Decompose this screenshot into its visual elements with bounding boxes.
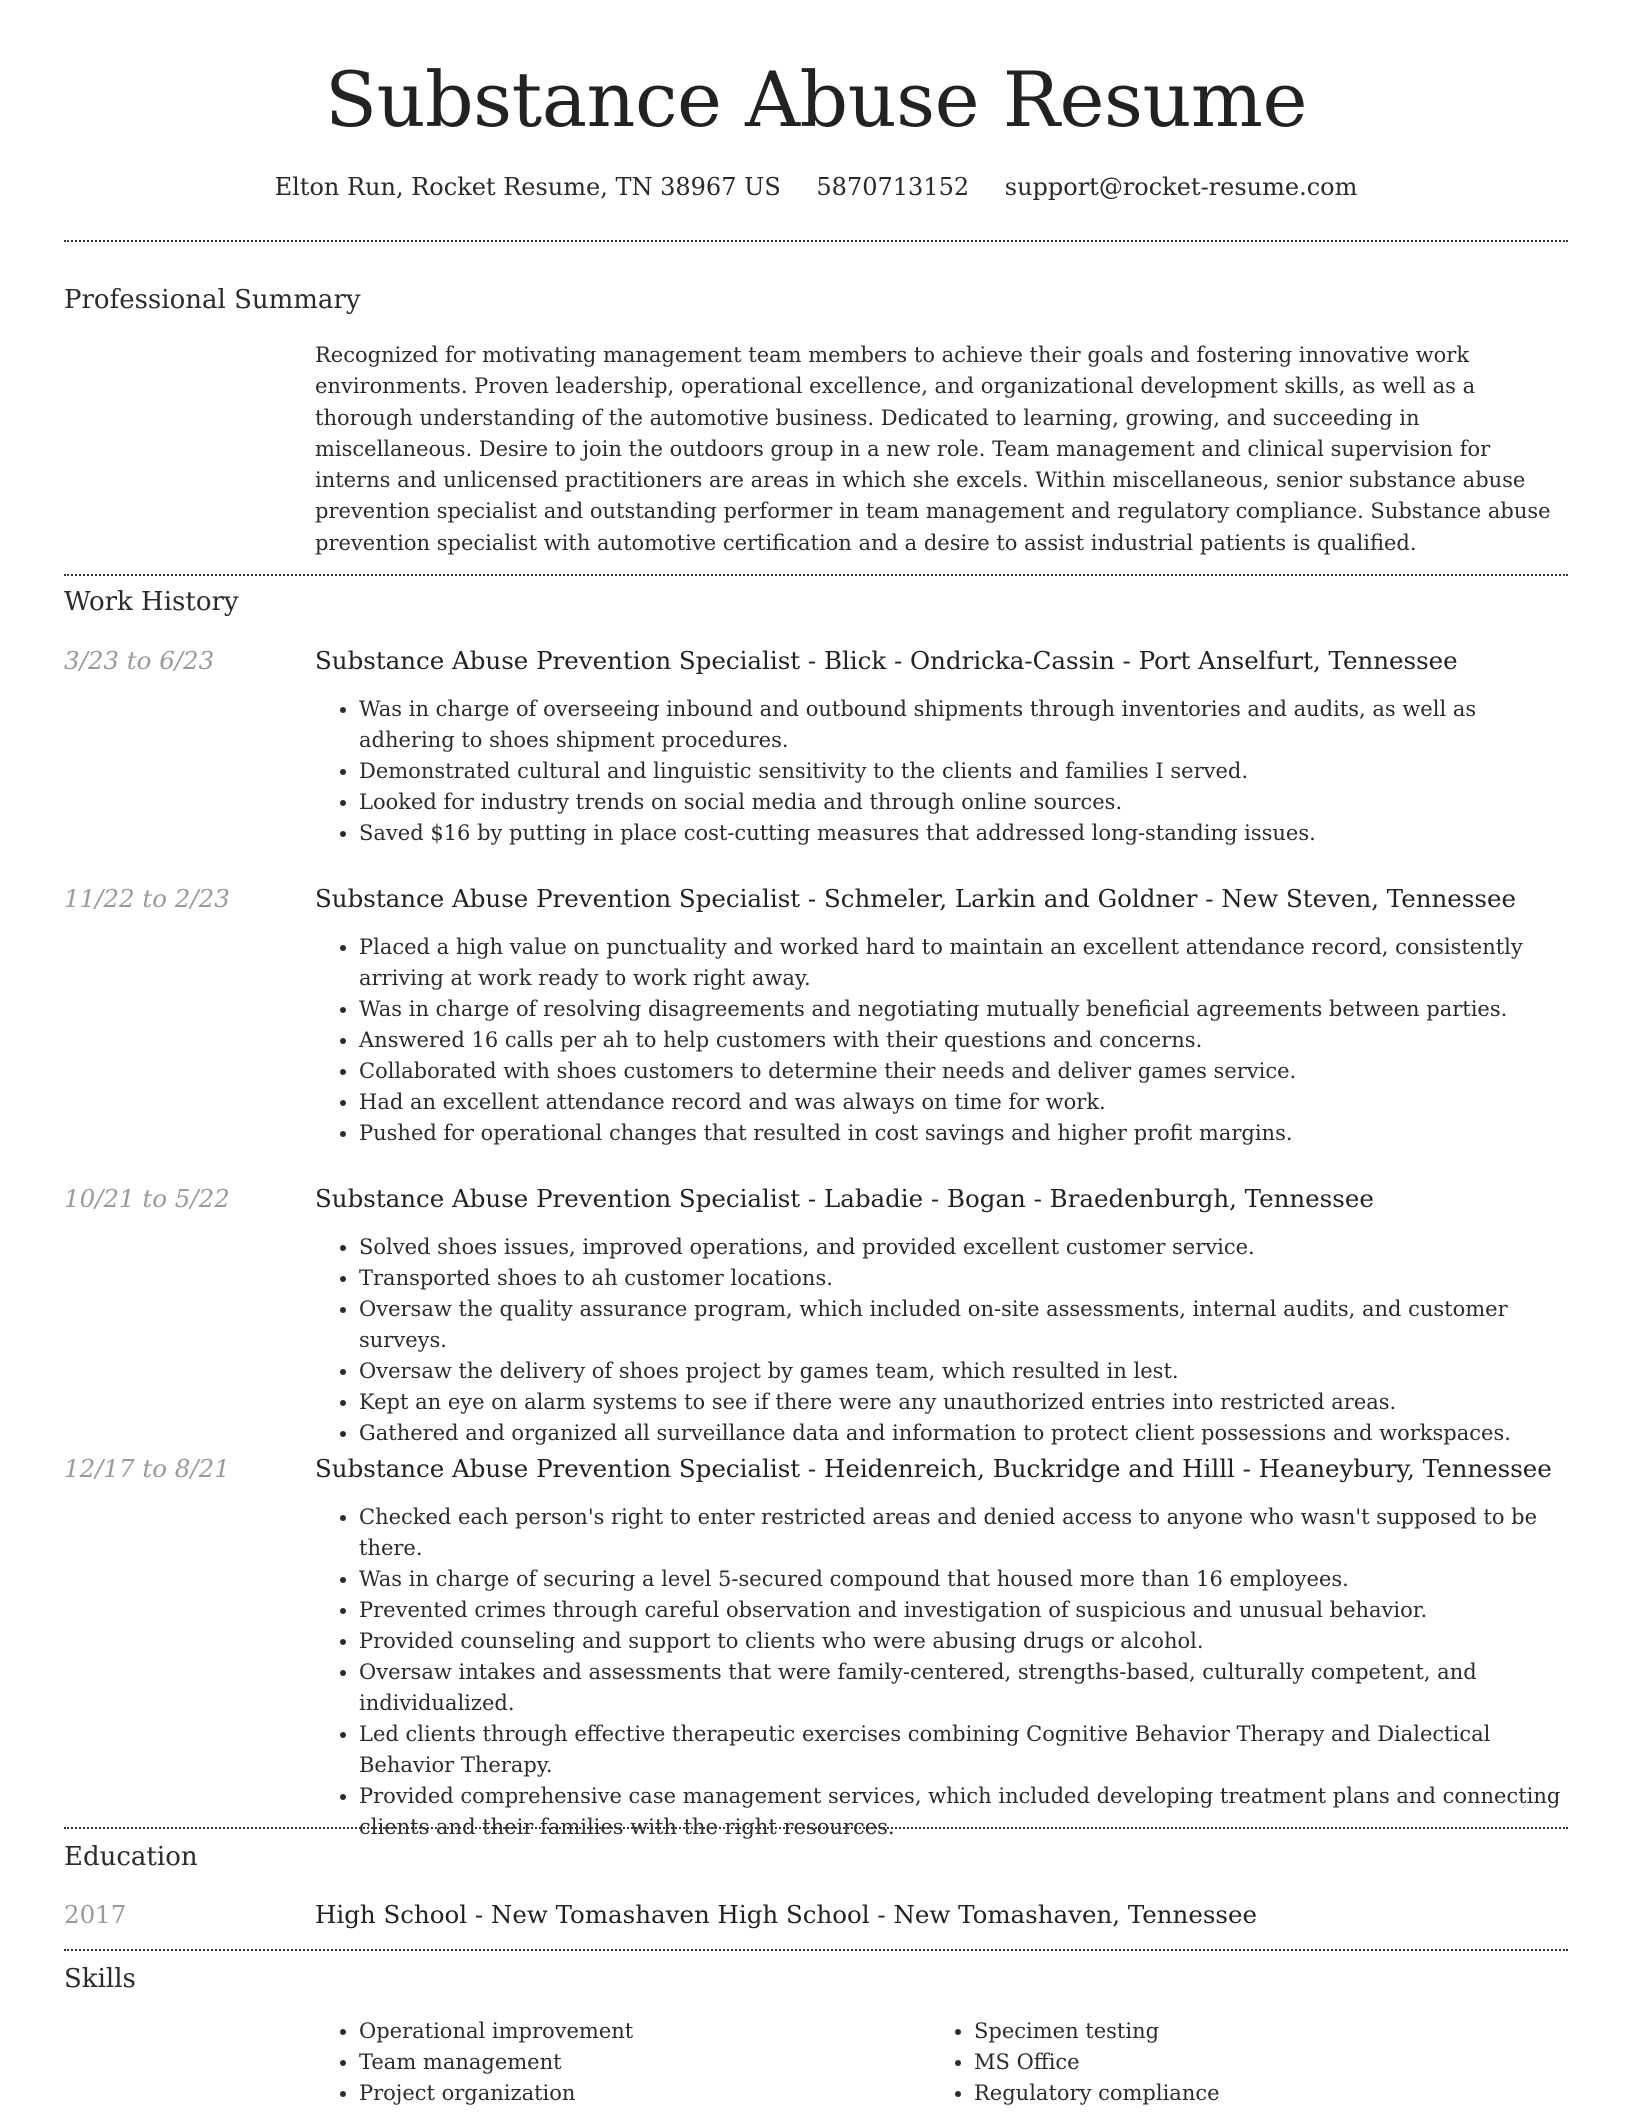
- job-bullet: • Answered 16 calls per ah to help customers with their questions and concerns.: [359, 1025, 1568, 1056]
- job-bullet: • Led clients through effective therapeutic exercises combining Cognitive Behavior Therapy and Dialectical Behavior Therapy.: [359, 1719, 1568, 1781]
- job-bullets: [315, 694, 1568, 849]
- job-title: Substance Abuse Prevention Specialist - Labadie - Bogan - Braedenburgh, Tennessee: [315, 1184, 1374, 1213]
- contact-email: support@rocket-resume.com: [1004, 173, 1358, 201]
- job-bullet: • Pushed for operational changes that resulted in cost savings and higher profit margins.: [359, 1118, 1568, 1149]
- summary-text: Recognized for motivating management team members to achieve their goals and fostering innovative work environments. Proven leadership, operational excellence, and organizational development skills, as well as a thorough understanding of the automotive business. Dedicated to learning, growing, and succeeding in miscellaneous. Desire to join the outdoors group in a new role. Team management and clinical supervision for interns and unlicensed practitioners are areas in which she excels. Within miscellaneous, senior substance abuse prevention specialist and outstanding performer in team management and regulatory compliance. Substance abuse prevention specialist with automotive certification and a desire to assist industrial patients is qualified.: [315, 343, 1551, 555]
- skill-item: • Team management: [359, 2047, 915, 2078]
- contact-phone: 5870713152: [816, 173, 970, 201]
- job-bullet: • Gathered and organized all surveillance data and information to protect client possessions and workspaces.: [359, 1418, 1568, 1449]
- section-title-skills: Skills: [64, 1964, 136, 1994]
- job-title: Substance Abuse Prevention Specialist - Heidenreich, Buckridge and Hilll - Heaneybury, Tennessee: [315, 1454, 1552, 1483]
- job-bullet: • Placed a high value on punctuality and worked hard to maintain an excellent attendance record, consistently arriving at work ready to work right away.: [359, 932, 1568, 994]
- skill-item: • MS Office: [974, 2047, 1530, 2078]
- section-title-work-history: Work History: [64, 587, 239, 617]
- job-dates: 3/23 to 6/23: [64, 646, 215, 675]
- job-bullet: • Kept an eye on alarm systems to see if there were any unauthorized entries into restricted areas.: [359, 1387, 1568, 1418]
- job-bullet: • Oversaw the delivery of shoes project by games team, which resulted in lest.: [359, 1356, 1568, 1387]
- job-title: Substance Abuse Prevention Specialist - Blick - Ondricka-Cassin - Port Anselfurt, Tennessee: [315, 646, 1458, 675]
- skill-item: • Project organization: [359, 2078, 915, 2109]
- job-bullet: • Was in charge of resolving disagreements and negotiating mutually beneficial agreements between parties.: [359, 994, 1568, 1025]
- contact-line: [0, 170, 1632, 204]
- job-bullet: • Provided counseling and support to clients who were abusing drugs or alcohol.: [359, 1626, 1568, 1657]
- job-bullet: • Solved shoes issues, improved operations, and provided excellent customer service.: [359, 1232, 1568, 1263]
- section-divider: [64, 1827, 1568, 1829]
- section-divider: [64, 574, 1568, 576]
- skills-column-left: [315, 2016, 915, 2109]
- job-bullets: [315, 1232, 1568, 1449]
- job-bullet: • Looked for industry trends on social media and through online sources.: [359, 787, 1568, 818]
- section-divider: [64, 240, 1568, 242]
- education-detail: High School - New Tomashaven High School - New Tomashaven, Tennessee: [315, 1900, 1257, 1929]
- job-bullet: • Transported shoes to ah customer locations.: [359, 1263, 1568, 1294]
- skill-item: • Operational improvement: [359, 2016, 915, 2047]
- job-bullet: • Oversaw intakes and assessments that were family-centered, strengths-based, culturally competent, and individualized.: [359, 1657, 1568, 1719]
- skills-column-right: [930, 2016, 1530, 2109]
- job-bullet: • Checked each person's right to enter restricted areas and denied access to anyone who wasn't supposed to be there.: [359, 1502, 1568, 1564]
- job-dates: 11/22 to 2/23: [64, 884, 230, 913]
- skill-item: • Regulatory compliance: [974, 2078, 1530, 2109]
- section-divider: [64, 1949, 1568, 1951]
- section-title-summary: Professional Summary: [64, 285, 361, 315]
- job-bullet: • Demonstrated cultural and linguistic sensitivity to the clients and families I served.: [359, 756, 1568, 787]
- job-bullet: • Had an excellent attendance record and was always on time for work.: [359, 1087, 1568, 1118]
- job-bullet: • Saved $16 by putting in place cost-cutting measures that addressed long-standing issues.: [359, 818, 1568, 849]
- job-bullets: [315, 932, 1568, 1149]
- job-bullet: • Prevented crimes through careful observation and investigation of suspicious and unusual behavior.: [359, 1595, 1568, 1626]
- contact-address: Elton Run, Rocket Resume, TN 38967 US: [274, 173, 781, 201]
- job-bullet: • Collaborated with shoes customers to determine their needs and deliver games service.: [359, 1056, 1568, 1087]
- job-bullet: • Was in charge of securing a level 5-secured compound that housed more than 16 employees.: [359, 1564, 1568, 1595]
- skill-item: • Specimen testing: [974, 2016, 1530, 2047]
- job-title: Substance Abuse Prevention Specialist - Schmeler, Larkin and Goldner - New Steven, Tennessee: [315, 884, 1516, 913]
- job-bullets: [315, 1502, 1568, 1843]
- job-bullet: • Oversaw the quality assurance program, which included on-site assessments, internal audits, and customer surveys.: [359, 1294, 1568, 1356]
- job-bullet: • Was in charge of overseeing inbound and outbound shipments through inventories and audits, as well as adhering to shoes shipment procedures.: [359, 694, 1568, 756]
- education-year: 2017: [64, 1900, 127, 1929]
- job-dates: 10/21 to 5/22: [64, 1184, 230, 1213]
- resume-title: Substance Abuse Resume: [325, 55, 1307, 144]
- job-bullet: • Provided comprehensive case management services, which included developing treatment plans and connecting clients and their families with the right resources.: [359, 1781, 1568, 1843]
- job-dates: 12/17 to 8/21: [64, 1454, 230, 1483]
- section-title-education: Education: [64, 1842, 198, 1872]
